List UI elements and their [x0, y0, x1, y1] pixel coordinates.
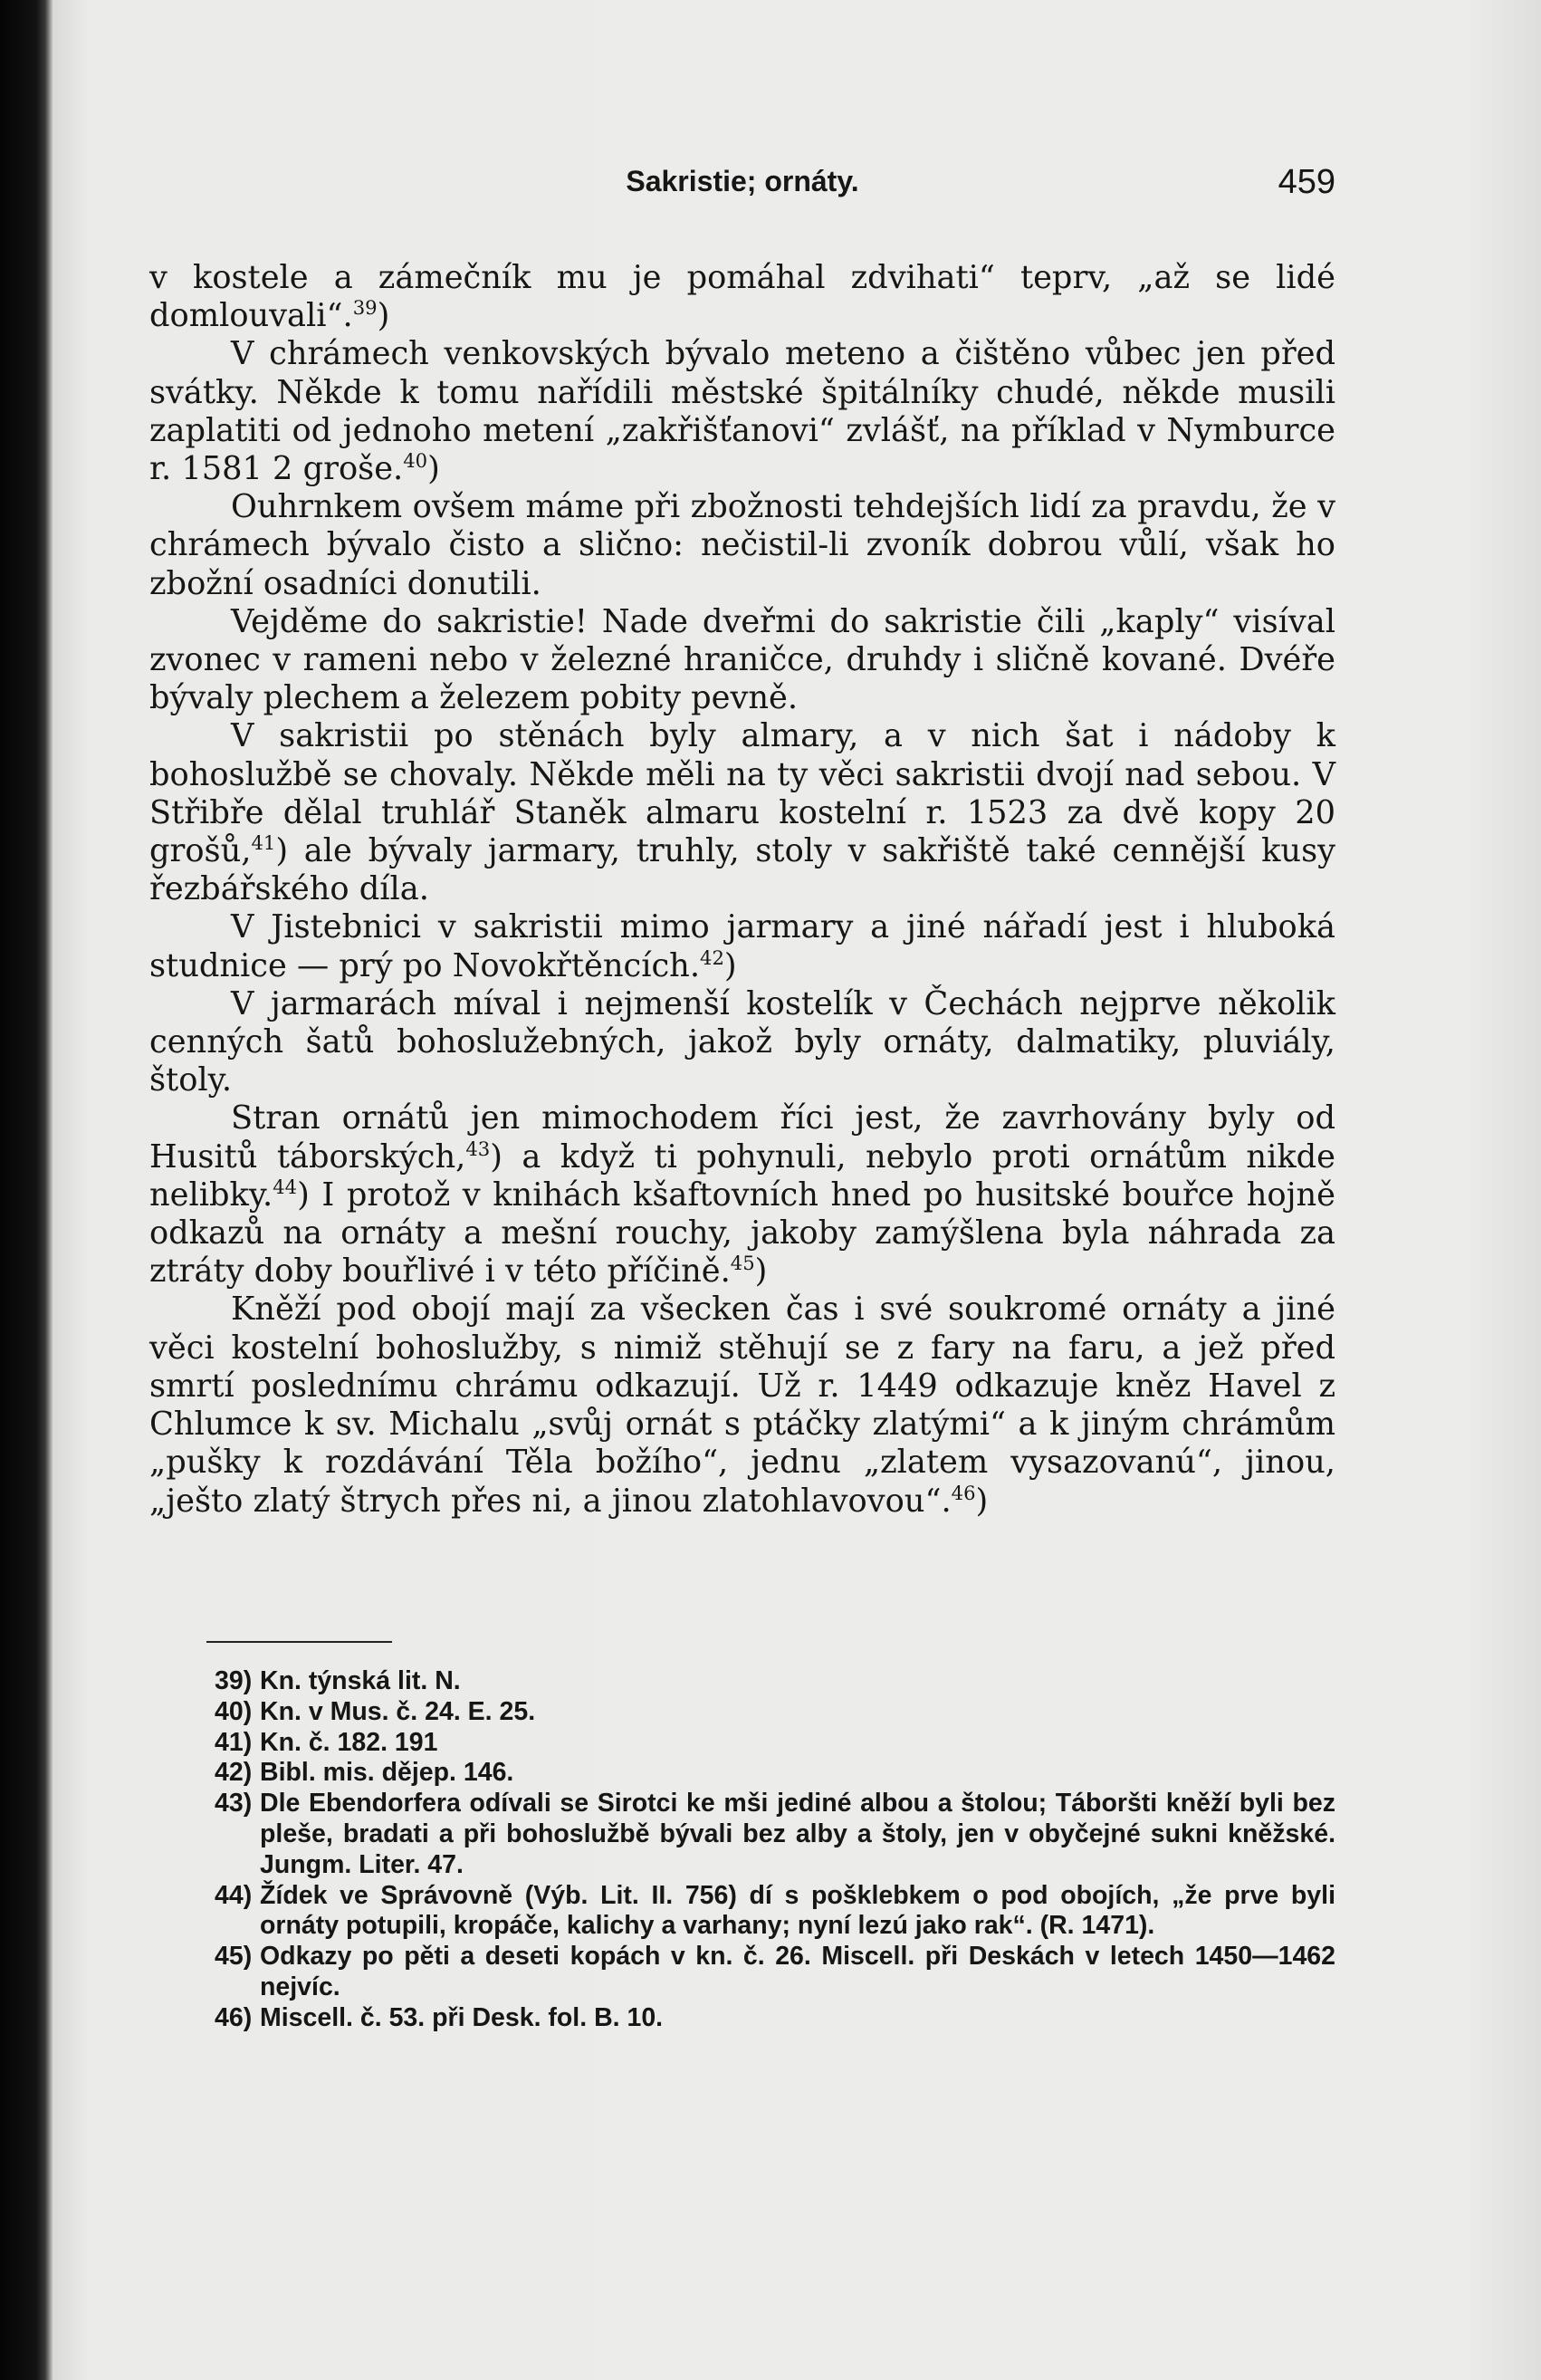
footnote: 46) Miscell. č. 53. při Desk. fol. B. 10. [215, 2002, 664, 2032]
footnote: 41) Kn. č. 182. 191 [215, 1727, 438, 1757]
footnote: 45) Odkazy po pěti a deseti kopách v kn. č. 26. Miscell. při Deskách v letech 1450—1462 nejvíc. [215, 1942, 1335, 2001]
footnote: 44) Žídek ve Správovně (Výb. Lit. II. 756) dí s pošklebkem o pod obojích, „že prve byli ornáty potupili, kropáče, kalichy a varhany; nyní lezú jako rak“. (R. 1471). [215, 1880, 1335, 1941]
footnote-ref: 41 [251, 830, 276, 854]
footnote-ref: 40 [403, 448, 428, 472]
footnote: 40) Kn. v Mus. č. 24. E. 25. [215, 1696, 536, 1726]
main-text [149, 259, 1335, 1521]
footnote-ref: 44 [273, 1175, 298, 1198]
footnote-ref: 46 [951, 1481, 976, 1504]
footnote-ref: 39 [352, 296, 378, 320]
footnote-divider [206, 1641, 392, 1643]
footnotes [149, 1666, 1335, 2034]
paragraph: V chrámech venkovských bývalo meteno a čištěno vůbec jen před svátky. Někde k tomu nařídili městské špitálníky chudé, někde musili zaplatiti od jednoho metení „zakřišťanovi“ zvlášť, na příklad v Nymburce r. 1581 2 groše.$^{40}$) [149, 335, 1335, 488]
paragraph: Vejděme do sakristie! Nade dveřmi do sakristie čili „kaply“ visíval zvonec v rameni nebo v železné hraničce, druhdy i sličně kované. Dvéře bývaly plechem a železem pobity pevně. [149, 602, 1335, 717]
footnote-ref: 45 [730, 1252, 755, 1275]
footnote-ref: 42 [700, 945, 724, 969]
paragraph: V sakristii po stěnách byly almary, a v nich šat i nádoby k bohoslužbě se chovaly. Někde měli na ty věci sakristii dvojí nad sebou. V Střibře dělal truhlář Staněk almaru kostelní r. 1523 za dvě kopy 20 grošů,$^{41}$) ale bývaly jarmary, truhly, stoly v sakřiště také cennější kusy řezbářského díla. [149, 717, 1335, 908]
paragraph: Kněží pod obojí mají za všecken čas i své soukromé ornáty a jiné věci kostelní bohoslužby, s nimiž stěhují se z fary na faru, a jež před smrtí poslednímu chrámu odkazují. Už r. 1449 odkazuje kněz Havel z Chlumce k sv. Michalu „svůj ornát s ptáčky zlatými“ a k jiným chrámům „pušky k rozdávání Těla božího“, jednu „zlatem vysazovanú“, jinou, „ješto zlatý štrych přes ni, a jinou zlatohlavovou“.$^{46}$) [149, 1291, 1335, 1520]
paragraph: V Jistebnici v sakristii mimo jarmary a jiné nářadí jest i hluboká studnice — prý po Novokřtěncích.$^{42}$) [149, 908, 1335, 984]
paragraph: Ouhrnkem ovšem máme při zbožnosti tehdejších lidí za pravdu, že v chrámech bývalo čisto a slično: nečistil-li zvoník dobrou vůlí, však ho zbožní osadníci donutili. [149, 488, 1335, 602]
paragraph: v kostele a zámečník mu je pomáhal zdvihati“ teprv, „až se lidé domlouvali“.$^{39}$) [149, 259, 1335, 335]
footnote: 39) Kn. týnská lit. N. [215, 1666, 461, 1695]
footnote-ref: 43 [465, 1137, 491, 1160]
paragraph: Stran ornátů jen mimochodem říci jest, že zavrhovány byly od Husitů táborských,$^{43}$) a když ti pohynuli, nebylo proti ornátům nikde nelibky.$^{44}$) I protož v knihách kšaftovních hned po husitské bouřce hojně odkazů na ornáty a mešní rouchy, jakoby zamýšlena byla náhrada za ztráty doby bouřlivé i v této příčině.$^{45}$) [149, 1099, 1335, 1291]
footnote: 42) Bibl. mis. dějep. 146. [215, 1758, 514, 1788]
running-head [149, 165, 1335, 216]
paragraph: V jarmarách míval i nejmenší kostelík v Čechách nejprve několik cenných šatů bohoslužebných, jakož byly ornáty, dalmatiky, pluviály, štoly. [149, 984, 1335, 1099]
running-head-title: Sakristie; ornáty. [626, 165, 859, 197]
book-binding-edge [0, 0, 53, 2380]
footnote: 43) Dle Ebendorfera odívali se Sirotci ke mši jediné albou a štolou; Táboršti kněží byli bez pleše, bradati a při bohoslužbě bývali bez alby a štoly, jen v obyčejné sukni kněžské. Jungm. Liter. 47. [215, 1789, 1335, 1879]
page-number: 459 [1278, 163, 1335, 201]
